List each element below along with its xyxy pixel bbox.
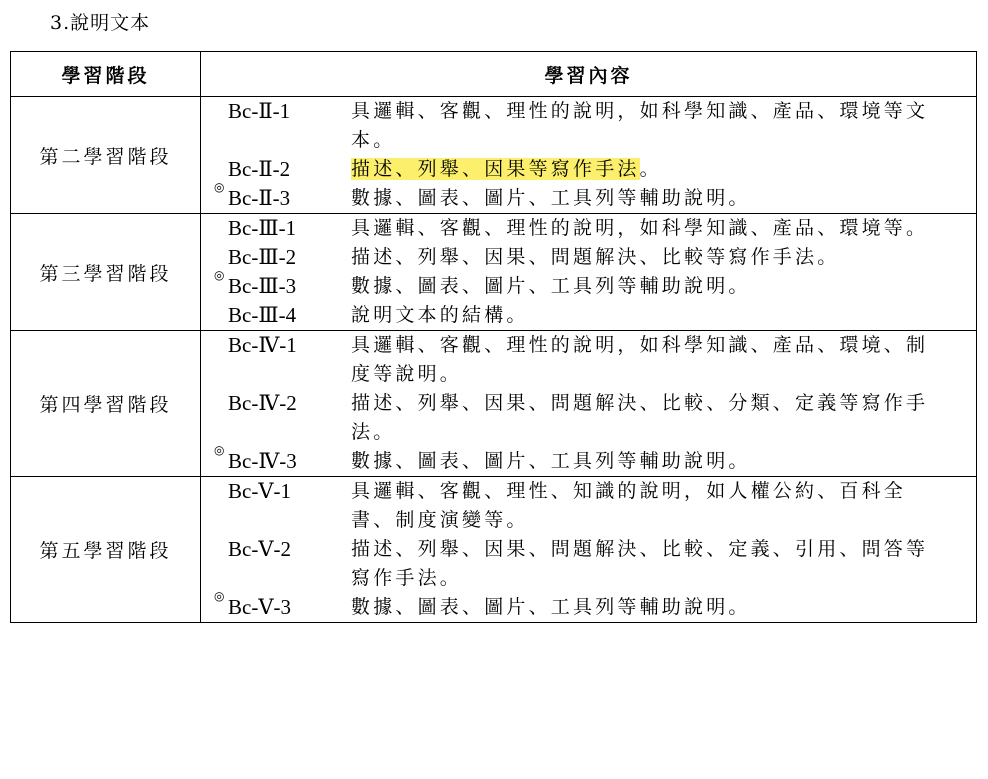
entry-code <box>201 535 351 564</box>
content-entry <box>201 268 976 301</box>
entry-code <box>201 214 351 243</box>
stage-content <box>201 97 977 214</box>
entry-code-text: Bc-Ⅱ-3 <box>228 186 291 210</box>
entry-text: 描述、列舉、因果、問題解決、比較、分類、定義等寫作手法。 <box>351 392 929 443</box>
entry-code <box>201 180 351 213</box>
highlighted-text: 描述、列舉、因果等寫作手法 <box>351 158 640 180</box>
content-entry <box>201 301 976 330</box>
entry-code-text: Bc-Ⅲ-4 <box>228 303 297 327</box>
entry-code <box>201 443 351 476</box>
entry-code <box>201 268 351 301</box>
entry-description <box>351 272 936 301</box>
entry-code-text: Bc-Ⅴ-2 <box>228 537 291 561</box>
entry-description <box>351 477 936 535</box>
entry-description <box>351 184 936 213</box>
entry-code <box>201 301 351 330</box>
entry-code <box>201 477 351 506</box>
entry-text: 數據、圖表、圖片、工具列等輔助說明。 <box>351 275 751 297</box>
entry-description <box>351 243 936 272</box>
stage-content <box>201 477 977 623</box>
entry-text: 。 <box>639 158 662 180</box>
header-stage: 學習階段 <box>11 52 201 97</box>
entry-code-text: Bc-Ⅲ-2 <box>228 245 297 269</box>
entry-description <box>351 97 936 155</box>
entry-text: 數據、圖表、圖片、工具列等輔助說明。 <box>351 187 751 209</box>
entry-description <box>351 593 936 622</box>
content-entry <box>201 243 976 272</box>
stage-row <box>11 331 977 477</box>
content-entry <box>201 535 976 593</box>
header-content: 學習內容 <box>201 52 977 97</box>
table-body <box>11 97 977 623</box>
header-row <box>11 52 977 97</box>
entry-code-text: Bc-Ⅱ-1 <box>228 99 291 123</box>
stage-content <box>201 331 977 477</box>
entry-text: 數據、圖表、圖片、工具列等輔助說明。 <box>351 450 751 472</box>
content-entry <box>201 214 976 243</box>
stage-name: 第四學習階段 <box>11 331 201 477</box>
entry-text: 具邏輯、客觀、理性、知識的說明，如人權公約、百科全書、制度演變等。 <box>351 480 907 531</box>
key-mark-icon: ◎ <box>214 589 225 603</box>
entry-code-text: Bc-Ⅲ-1 <box>228 216 297 240</box>
document-title: 3.說明文本 <box>50 12 151 34</box>
entry-description <box>351 214 936 243</box>
content-entry <box>201 155 976 184</box>
entry-code <box>201 589 351 622</box>
stage-content <box>201 214 977 331</box>
entry-code-text: Bc-Ⅳ-2 <box>228 391 297 415</box>
entry-code-text: Bc-Ⅱ-2 <box>228 157 291 181</box>
stage-name: 第五學習階段 <box>11 477 201 623</box>
stage-name: 第二學習階段 <box>11 97 201 214</box>
learning-content-table <box>10 51 977 623</box>
entry-text: 具邏輯、客觀、理性的說明，如科學知識、產品、環境、制度等說明。 <box>351 334 929 385</box>
content-entry <box>201 477 976 535</box>
content-entry <box>201 180 976 213</box>
entry-text: 數據、圖表、圖片、工具列等輔助說明。 <box>351 596 751 618</box>
entry-description <box>351 155 936 184</box>
stage-name: 第三學習階段 <box>11 214 201 331</box>
content-entry <box>201 97 976 155</box>
entry-description <box>351 301 936 330</box>
key-mark-icon: ◎ <box>214 180 225 194</box>
entry-description <box>351 389 936 447</box>
entry-description <box>351 535 936 593</box>
key-mark-icon: ◎ <box>214 268 225 282</box>
content-entry <box>201 331 976 389</box>
entry-code-text: Bc-Ⅴ-1 <box>228 479 291 503</box>
stage-row <box>11 214 977 331</box>
stage-row <box>11 477 977 623</box>
entry-text: 描述、列舉、因果、問題解決、比較、定義、引用、問答等寫作手法。 <box>351 538 929 589</box>
content-entry <box>201 589 976 622</box>
entry-description <box>351 447 936 476</box>
entry-code-text: Bc-Ⅳ-1 <box>228 333 297 357</box>
entry-code <box>201 97 351 126</box>
content-entry <box>201 389 976 447</box>
entry-description <box>351 331 936 389</box>
stage-row <box>11 97 977 214</box>
entry-code <box>201 331 351 360</box>
entry-code <box>201 389 351 418</box>
key-mark-icon: ◎ <box>214 443 225 457</box>
entry-text: 具邏輯、客觀、理性的說明，如科學知識、產品、環境等。 <box>351 217 929 239</box>
entry-text: 描述、列舉、因果、問題解決、比較等寫作手法。 <box>351 246 840 268</box>
entry-text: 說明文本的結構。 <box>351 304 529 326</box>
entry-text: 具邏輯、客觀、理性的說明，如科學知識、產品、環境等文本。 <box>351 100 929 151</box>
entry-code-text: Bc-Ⅳ-3 <box>228 449 297 473</box>
entry-code-text: Bc-Ⅲ-3 <box>228 274 297 298</box>
entry-code-text: Bc-Ⅴ-3 <box>228 595 291 619</box>
content-entry <box>201 443 976 476</box>
